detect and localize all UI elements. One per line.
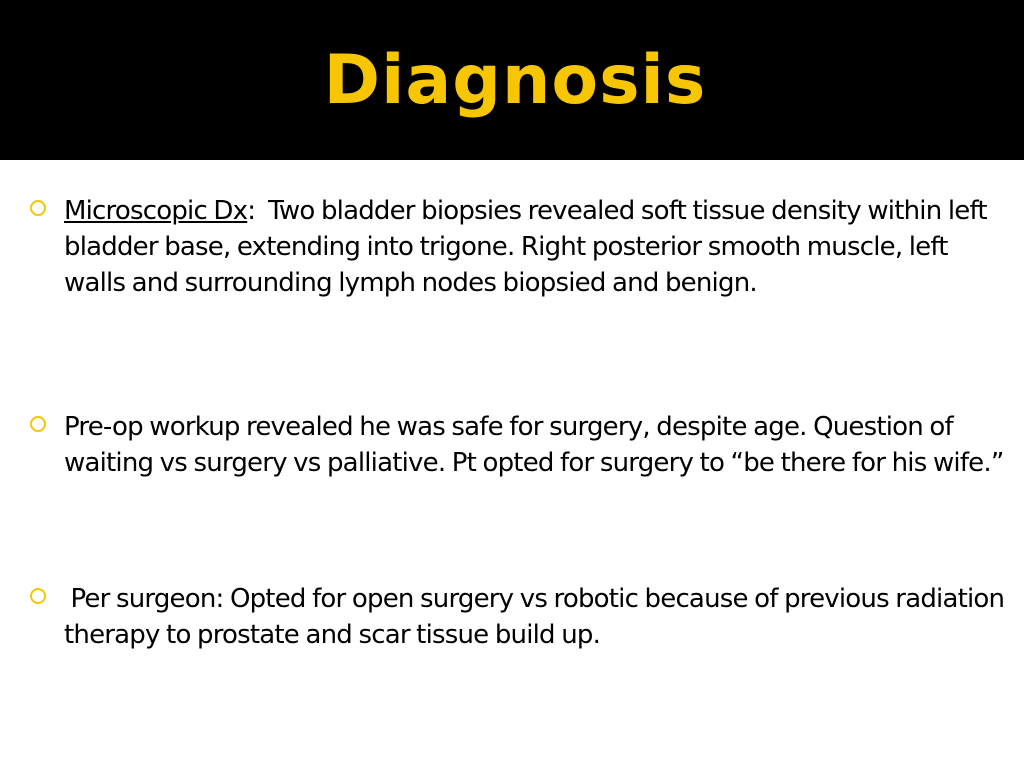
bullet-text [64,193,1014,301]
bullet-lead-suffix: : [247,196,269,226]
bullet-body: Two bladder biopsies revealed soft tissue density within left bladder base, extending into trigone. Right posterior smooth muscle, left walls and surrounding lymph nodes biopsied and benign. [64,196,994,298]
bullet-lead-label: Microscopic Dx [64,196,248,226]
bullet-text: Per surgeon: Opted for open surgery vs robotic because of previous radiation therapy to prostate and scar tissue build up. [64,584,1011,650]
hollow-circle-bullet-icon [30,416,46,432]
bullet-text: Pre-op workup revealed he was safe for surgery, despite age. Question of waiting vs surgery vs palliative. Pt opted for surgery to “be there for his wife.” [64,412,1004,478]
hollow-circle-bullet-icon [30,588,46,604]
slide-title: Diagnosis [323,41,707,120]
hollow-circle-bullet-icon [30,200,46,216]
